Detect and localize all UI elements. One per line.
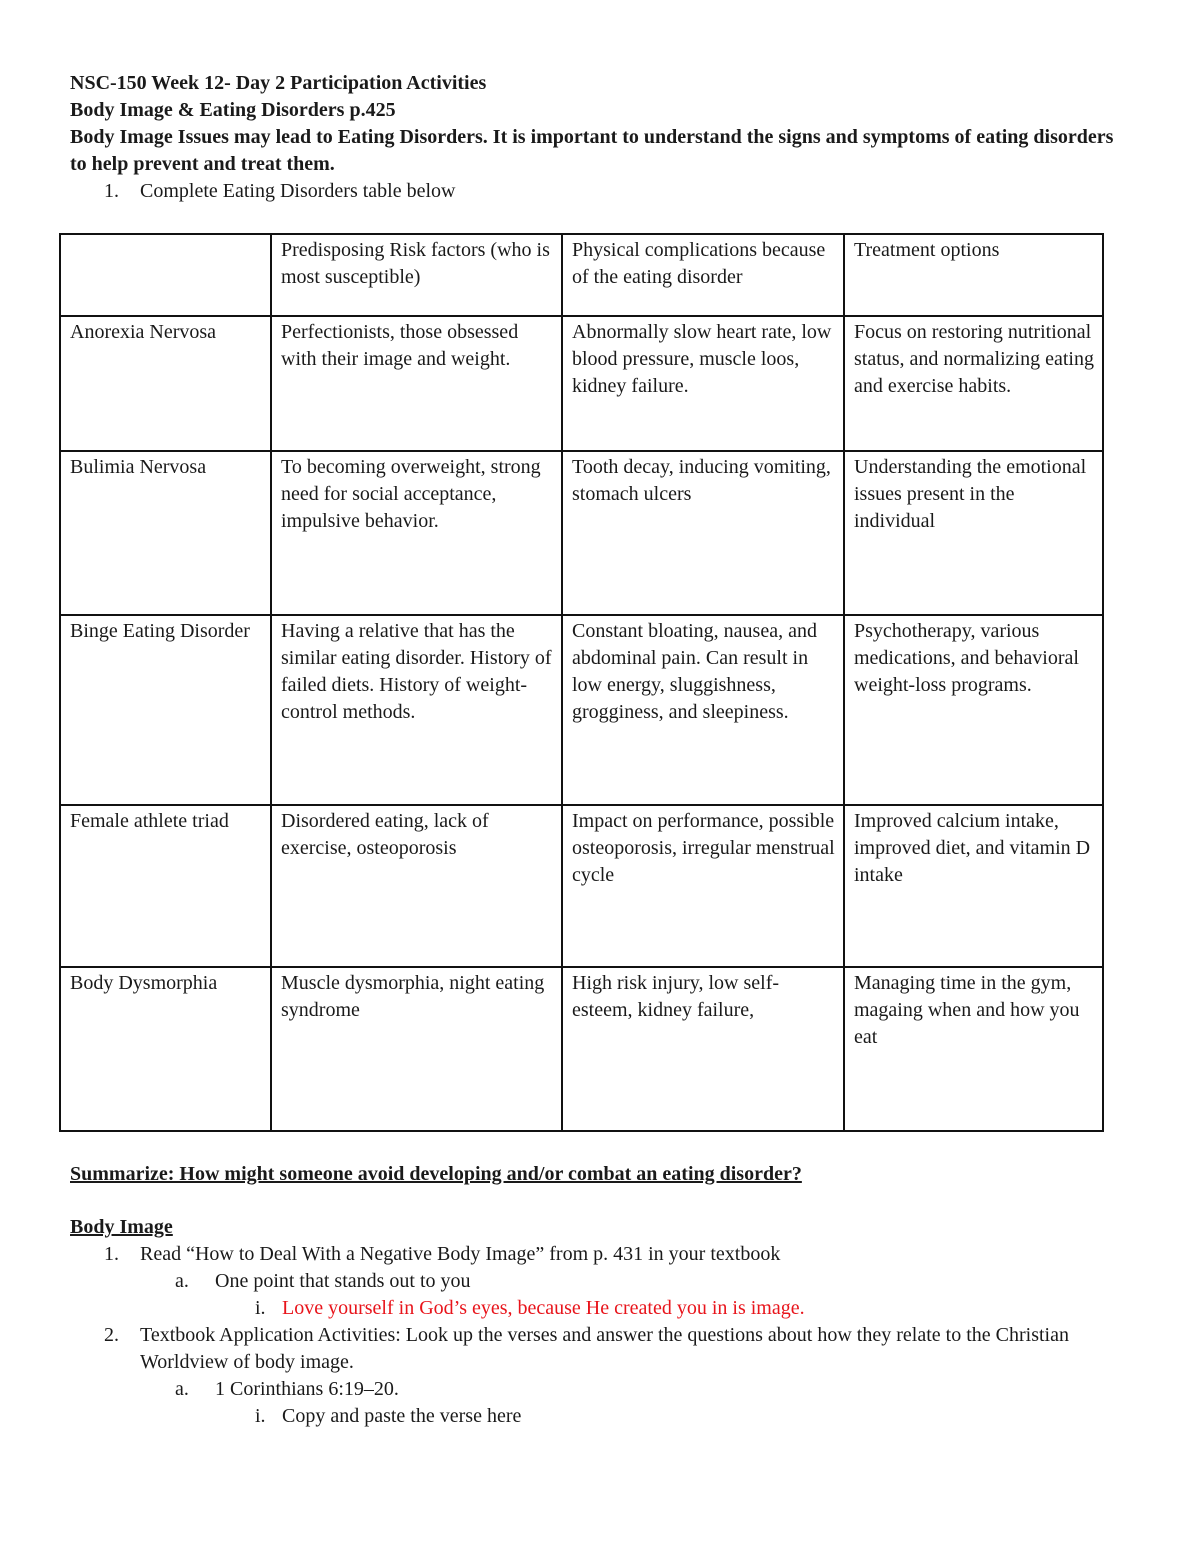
table-cell[interactable]: Muscle dysmorphia, night eating syndrome: [271, 967, 562, 1131]
table-cell[interactable]: Psychotherapy, various medications, and behavioral weight-loss programs.: [844, 615, 1103, 805]
table-row: [60, 316, 1103, 451]
instruction-text: Complete Eating Disorders table below: [140, 180, 456, 202]
list-marker: a.: [175, 1270, 189, 1292]
course-title: NSC-150 Week 12- Day 2 Participation Activities: [70, 72, 487, 94]
table-cell[interactable]: Understanding the emotional issues present in the individual: [844, 451, 1103, 615]
eating-disorders-table: [59, 233, 1104, 1132]
list-item: [70, 1376, 1130, 1403]
document-header: [70, 70, 1130, 205]
table-cell[interactable]: Impact on performance, possible osteoporosis, irregular menstrual cycle: [562, 805, 844, 967]
table-cell[interactable]: Disordered eating, lack of exercise, osteoporosis: [271, 805, 562, 967]
table-cell[interactable]: Body Dysmorphia: [60, 967, 271, 1131]
table-cell[interactable]: To becoming overweight, strong need for social acceptance, impulsive behavior.: [271, 451, 562, 615]
table-row: [60, 615, 1103, 805]
table-cell[interactable]: Female athlete triad: [60, 805, 271, 967]
list-item: [70, 1295, 1130, 1322]
list-item-text: Textbook Application Activities: Look up the verses and answer the questions about how they relate to the Christian Worldview of body image.: [140, 1324, 1069, 1373]
body-image-title: Body Image: [70, 1216, 173, 1238]
table-row: [60, 805, 1103, 967]
table-cell[interactable]: High risk injury, low self-esteem, kidney failure,: [562, 967, 844, 1131]
list-marker: a.: [175, 1378, 189, 1400]
list-item: [70, 1241, 1130, 1268]
table-row: [60, 451, 1103, 615]
list-marker: i.: [255, 1405, 266, 1427]
answer-text[interactable]: Love yourself in God’s eyes, because He created you in is image.: [282, 1297, 805, 1319]
list-item-text: Read “How to Deal With a Negative Body Image” from p. 431 in your textbook: [140, 1243, 781, 1265]
table-row: [60, 967, 1103, 1131]
list-item-text[interactable]: Copy and paste the verse here: [282, 1405, 522, 1427]
list-item: [70, 1322, 1130, 1376]
intro-text: Body Image Issues may lead to Eating Disorders. It is important to understand the signs and symptoms of eating disorders to help prevent and treat them.: [70, 126, 1114, 175]
list-marker: 1.: [104, 1243, 119, 1265]
section-title: Body Image & Eating Disorders p.425: [70, 99, 396, 121]
instruction-item: [70, 178, 1130, 205]
table-cell[interactable]: Abnormally slow heart rate, low blood pressure, muscle loos, kidney failure.: [562, 316, 844, 451]
list-marker: 2.: [104, 1324, 119, 1346]
header-cell-complications[interactable]: Physical complications because of the eating disorder: [562, 234, 844, 316]
table-header-row: [60, 234, 1103, 316]
header-cell-treatment[interactable]: Treatment options: [844, 234, 1103, 316]
table-cell[interactable]: Managing time in the gym, magaing when and how you eat: [844, 967, 1103, 1131]
body-image-section: [70, 1214, 1130, 1430]
table-cell[interactable]: Perfectionists, those obsessed with their image and weight.: [271, 316, 562, 451]
summarize-prompt: Summarize: How might someone avoid developing and/or combat an eating disorder?: [70, 1163, 802, 1185]
list-marker: i.: [255, 1297, 266, 1319]
table-cell[interactable]: Anorexia Nervosa: [60, 316, 271, 451]
instruction-marker: 1.: [104, 180, 119, 202]
table-cell[interactable]: Constant bloating, nausea, and abdominal pain. Can result in low energy, sluggishness, grogginess, and sleepiness.: [562, 615, 844, 805]
list-item: [70, 1268, 1130, 1295]
table-cell[interactable]: Focus on restoring nutritional status, and normalizing eating and exercise habits.: [844, 316, 1103, 451]
table-cell[interactable]: Having a relative that has the similar eating disorder. History of failed diets. History of weight-control methods.: [271, 615, 562, 805]
list-item: [70, 1403, 1130, 1430]
table-cell[interactable]: Improved calcium intake, improved diet, and vitamin D intake: [844, 805, 1103, 967]
list-item-text: 1 Corinthians 6:19–20.: [215, 1378, 399, 1400]
list-item-text: One point that stands out to you: [215, 1270, 471, 1292]
header-cell-empty[interactable]: [60, 234, 271, 316]
table-cell[interactable]: Binge Eating Disorder: [60, 615, 271, 805]
header-cell-risk-factors[interactable]: Predisposing Risk factors (who is most susceptible): [271, 234, 562, 316]
table-cell[interactable]: Bulimia Nervosa: [60, 451, 271, 615]
table-cell[interactable]: Tooth decay, inducing vomiting, stomach ulcers: [562, 451, 844, 615]
